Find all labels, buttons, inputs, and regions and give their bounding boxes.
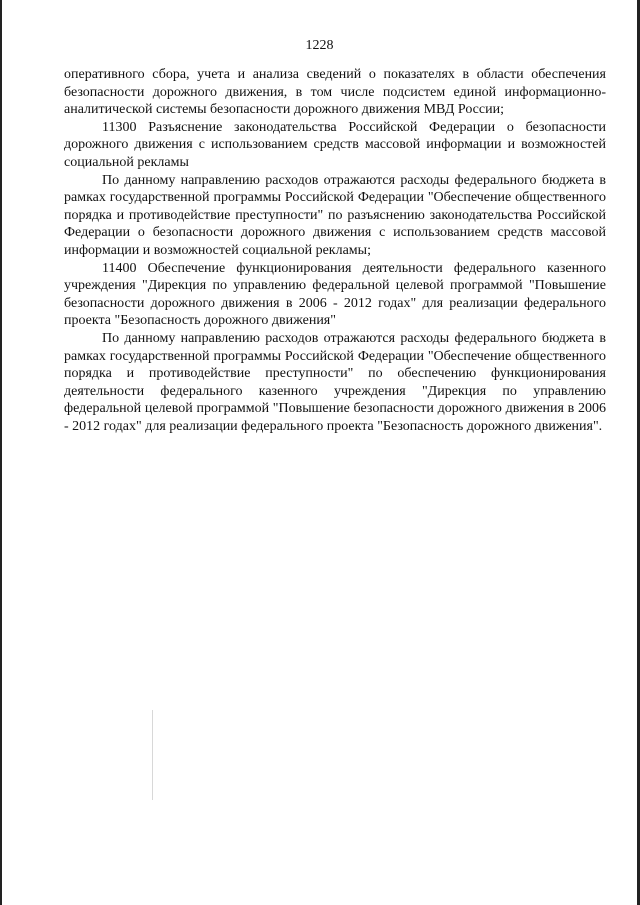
document-body — [64, 66, 606, 435]
paragraph-11400-description: По данному направлению расходов отражаются расходы федерального бюджета в рамках государственной программы Российской Федерации "Обеспечение общественного порядка и противодействие преступности" по обеспечению функционирования деятельности федерального казенного учреждения "Дирекция по управлению федеральной целевой программой "Повышение безопасности дорожного движения в 2006 - 2012 годах" для реализации федерального проекта "Безопасность дорожного движения". — [64, 330, 606, 434]
page-number: 1228 — [305, 38, 334, 53]
paragraph-11300-heading: 11300 Разъяснение законодательства Российской Федерации о безопасности дорожного движения с использованием средств массовой информации и возможностей социальной рекламы — [64, 119, 606, 170]
paragraph-11400-heading: 11400 Обеспечение функционирования деятельности федерального казенного учреждения "Дирекция по управлению федеральной целевой программой "Повышение безопасности дорожного движения в 2006 - 2012 годах" для реализации федерального проекта "Безопасность дорожного движения" — [64, 260, 606, 329]
paragraph-continuation: оперативного сбора, учета и анализа сведений о показателях в области обеспечения безопасности дорожного движения, в том числе подсистем единой информационно-аналитической системы безопасности дорожного движения МВД России; — [64, 67, 606, 118]
scan-artifact-line — [152, 710, 153, 800]
paragraph-11300-description: По данному направлению расходов отражаются расходы федерального бюджета в рамках государственной программы Российской Федерации "Обеспечение общественного порядка и противодействие преступности" по разъяснению законодательства Российской Федерации о безопасности дорожного движения с использованием средств массовой информации и возможностей социальной рекламы; — [64, 172, 606, 258]
